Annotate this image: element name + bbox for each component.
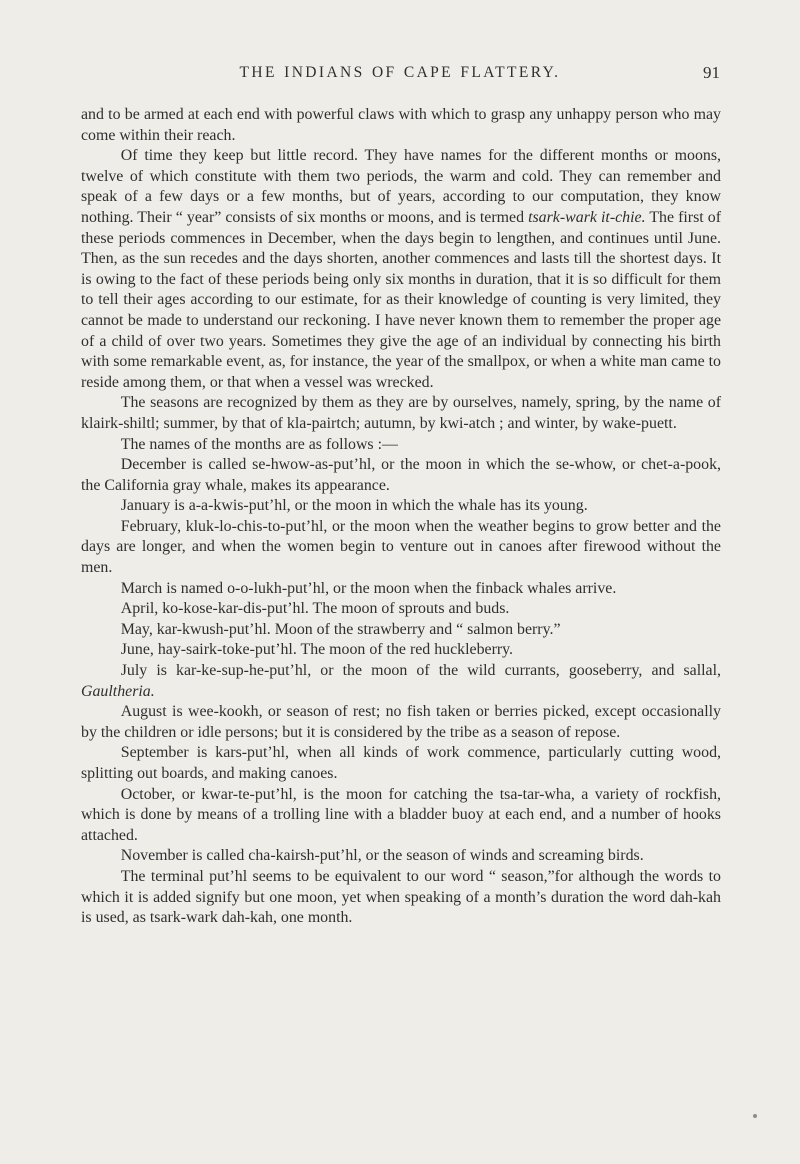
paragraph-text: The seasons are recognized by them as they are by ourselves, namely, spring, by the name of klairk-shiltl; summer, by that of kla-pairtch; autumn, by kwi-atch ; and winter, by wake-puett. (81, 394, 721, 432)
paragraph (81, 599, 721, 620)
page-number: 91 (703, 63, 720, 82)
paragraph-text: July is kar-ke-sup-he-put’hl, or the moon of the wild currants, gooseberry, and sallal, (120, 662, 721, 680)
paragraph-text: June, hay-sairk-toke-put’hl. The moon of the red huckleberry. (120, 641, 514, 659)
paragraph (81, 846, 721, 867)
paragraph-text: Of time they keep but little record. They have names for the different months or moons, twelve of which constitute with them two periods, the warm and cold. They can remember and speak of a few days or a few months, but of years, according to our computation, they know nothing. Their “ year” consists of six months or moons, and is termed (81, 147, 721, 226)
paragraph (81, 640, 721, 661)
paragraph-text: May, kar-kwush-put’hl. Moon of the strawberry and “ salmon berry.” (120, 620, 561, 638)
paragraph (81, 867, 721, 929)
paragraph (81, 579, 721, 600)
paragraph (81, 743, 721, 784)
paragraph (81, 455, 721, 496)
paragraph (81, 785, 721, 847)
paragraph-text: September is kars-put’hl, when all kinds of work commence, particularly cutting wood, splitting out boards, and making canoes. (81, 744, 721, 782)
paragraph-text: March is named o-o-lukh-put’hl, or the moon when the finback whales arrive. (120, 579, 617, 597)
running-title: THE INDIANS OF CAPE FLATTERY. (239, 64, 561, 81)
paragraph-text: April, ko-kose-kar-dis-put’hl. The moon of sprouts and buds. (120, 600, 510, 618)
paragraph (81, 661, 721, 702)
paragraph-text: January is a-a-kwis-put’hl, or the moon in which the whale has its young. (120, 497, 588, 515)
paragraph-text: October, or kwar-te-put’hl, is the moon for catching the tsa-tar-wha, a variety of rockfish, which is done by means of a trolling line with a bladder buoy at each end, and a number of hooks attached. (81, 785, 721, 844)
italic-term: tsark-wark it-chie. (528, 208, 646, 226)
paragraph (81, 146, 721, 393)
running-head (80, 64, 720, 88)
paragraph (81, 517, 721, 579)
paragraph (81, 496, 721, 517)
body-text (81, 105, 721, 929)
paragraph (81, 105, 721, 146)
paragraph-text: The first of these periods commences in December, when the days begin to lengthen, and continues until June. Then, as the sun recedes and the days shorten, another commences and lasts till the shortest days. It is owing to the fact of these periods being only six months in duration, that it is so difficult for them to tell their ages according to our estimate, for as their knowledge of counting is very limited, they cannot be made to understand our reckoning. I have never known them to remember the proper age of a child of over two years. Sometimes they give the age of an individual by connecting his birth with some remarkable event, as, for instance, the year of the smallpox, or when a white man came to reside among them, or that when a vessel was wrecked. (81, 208, 722, 391)
paragraph (81, 702, 721, 743)
paragraph-text: August is wee-kookh, or season of rest; no fish taken or berries picked, except occasionally by the children or idle persons; but it is considered by the tribe as a season of repose. (81, 703, 721, 741)
italic-term: Gaultheria. (81, 682, 155, 700)
paragraph-text: November is called cha-kairsh-put’hl, or the season of winds and screaming birds. (120, 847, 644, 865)
paragraph-text: December is called se-hwow-as-put’hl, or the moon in which the se-whow, or chet-a-pook, the California gray whale, makes its appearance. (81, 456, 721, 494)
paragraph-text: and to be armed at each end with powerful claws with which to grasp any unhappy person who may come within their reach. (81, 106, 721, 144)
paragraph (81, 393, 721, 434)
paragraph-text: February, kluk-lo-chis-to-put’hl, or the moon when the weather begins to grow better and the days are longer, and when the women begin to venture out in canoes after firewood without the men. (81, 517, 721, 577)
paragraph (81, 620, 721, 641)
print-speck (753, 1114, 757, 1118)
paragraph-text: The terminal put’hl seems to be equivalent to our word “ season,”for although the words to which it is added signify but one moon, yet when speaking of a month’s duration the word dah-kah is used, as tsark-wark dah-kah, one month. (81, 867, 721, 927)
paragraph (81, 435, 721, 456)
paragraph-text: The names of the months are as follows :— (120, 435, 398, 453)
